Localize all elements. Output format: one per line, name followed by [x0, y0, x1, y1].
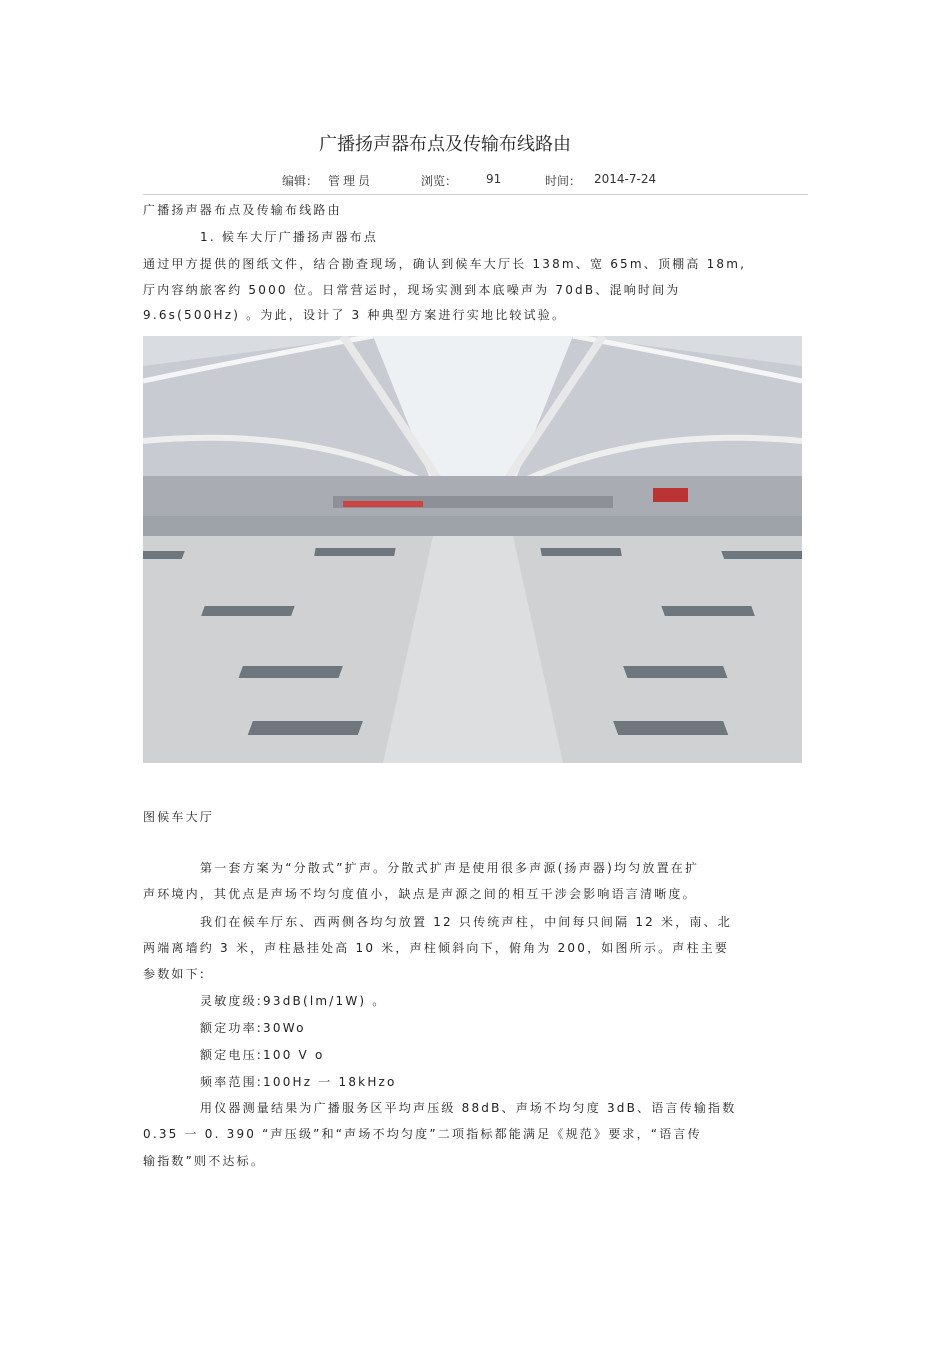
paragraph-4-line-2: 0.35 一 0. 390 “声压级”和“声场不均匀度”二项指标都能满足《规范》要求，“语言传: [143, 1127, 702, 1141]
editor-label: 编辑：: [282, 174, 319, 188]
paragraph-2-line-1: 第一套方案为“分散式”扩声。分散式扩声是使用很多声源(扬声器)均匀放置在扩: [200, 861, 700, 875]
figure-caption: 图候车大厅: [143, 810, 215, 824]
views-label: 浏览：: [421, 174, 458, 188]
paragraph-1-line-3: 9.6s(500Hz) 。为此，设计了 3 种典型方案进行实地比较试验。: [143, 308, 567, 322]
paragraph-3-line-2: 两端离墙约 3 米，声柱悬挂处高 10 米，声柱倾斜向下，俯角为 200，如图所示。声柱主要: [143, 941, 730, 955]
editor-value: 管理员: [328, 174, 374, 188]
paragraph-1-line-1: 通过甲方提供的图纸文件，结合勘查现场，确认到候车大厅长 138m、宽 65m、顶棚高 18m,: [143, 257, 747, 271]
section-heading: 广播扬声器布点及传输布线路由: [143, 203, 342, 217]
paragraph-3-line-1: 我们在候车厅东、西两侧各均匀放置 12 只传统声柱，中间每只间隔 12 米，南、北: [200, 915, 732, 929]
param-voltage: 额定电压:100 V o: [200, 1048, 325, 1062]
paragraph-4-line-1: 用仪器测量结果为广播服务区平均声压级 88dB、声场不均匀度 3dB、语言传输指数: [200, 1101, 737, 1115]
subsection-heading: 1. 候车大厅广播扬声器布点: [200, 230, 379, 244]
time-value: 2014-7-24: [594, 172, 657, 186]
paragraph-4-line-3: 输指数”则不达标。: [143, 1154, 266, 1168]
paragraph-3-line-3: 参数如下:: [143, 967, 207, 981]
waiting-hall-photo: [143, 336, 802, 763]
param-sensitivity: 灵敏度级:93dB(lm/1W) 。: [200, 994, 387, 1008]
divider: [143, 194, 808, 195]
param-power: 额定功率:30Wo: [200, 1021, 306, 1035]
time-label: 时间：: [545, 174, 582, 188]
waiting-hall-illustration: [143, 336, 802, 763]
paragraph-1-line-2: 厅内容纳旅客约 5000 位。日常营运时，现场实测到本底噪声为 70dB、混响时间为: [143, 283, 681, 297]
views-value: 91: [486, 172, 502, 186]
param-frequency: 频率范围:100Hz 一 18kHzo: [200, 1075, 397, 1089]
paragraph-2-line-2: 声环境内，其优点是声场不均匀度值小，缺点是声源之间的相互干涉会影响语言清晰度。: [143, 887, 697, 901]
page-title: 广播扬声器布点及传输布线路由: [319, 134, 571, 155]
